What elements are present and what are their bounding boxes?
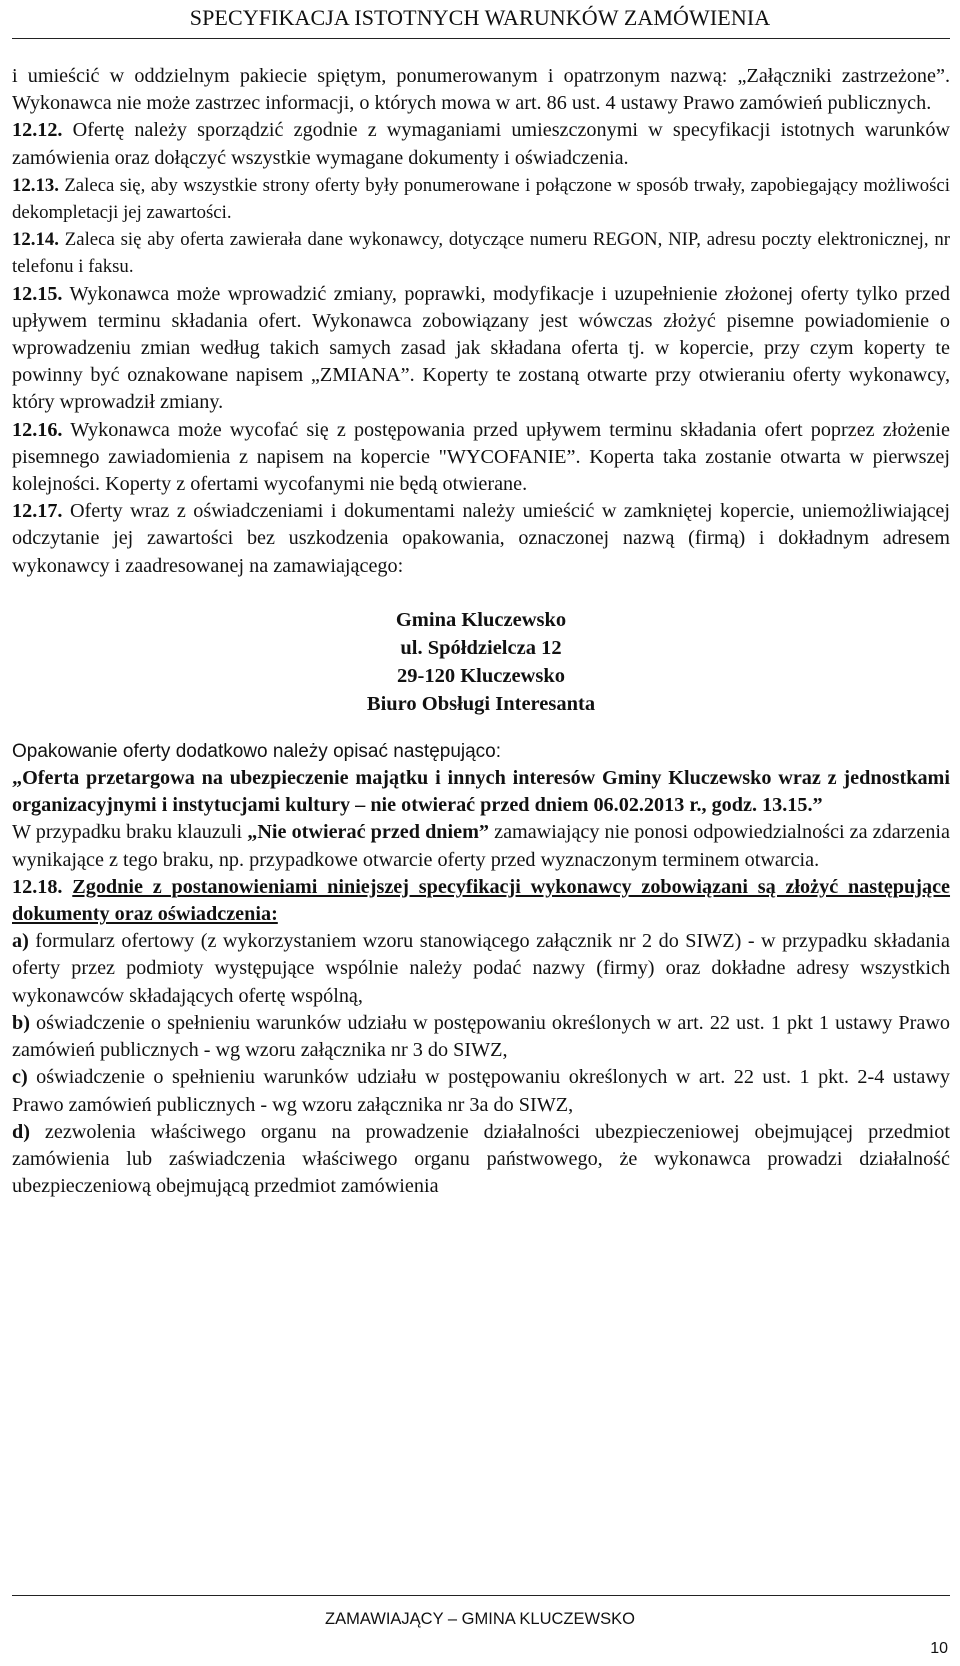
paragraph-text: Wykonawca może wprowadzić zmiany, poprawki, modyfikacje i uzupełnienie złożonej oferty tylko przed upływem terminu składania ofert. Wykonawca zobowiązany jest wówczas złożyć pisemne powiadomienie o wprowadzeniu zmian według takich samych zasad jak składana oferta tj. w kopercie, przy czym koperty te powinny być oznakowane napisem „ZMIANA”. Koperty te zostaną otwarte przy otwieraniu oferty wykonawcy, który wprowadził zmiany. [12,282,950,414]
list-item-text: oświadczenie o spełnieniu warunków udziału w postępowaniu określonych w art. 22 ust. 1 pkt 1 ustawy Prawo zamówień publicznych - wg wzoru załącznika nr 3 do SIWZ, [12,1011,950,1062]
address-line-office: Biuro Obsługi Interesanta [366,692,596,715]
paragraph-12-15 [12,281,950,417]
paragraph-12-14 [12,226,950,280]
paragraph-12-16 [12,417,950,499]
paragraph-text: Wykonawca może wycofać się z postępowania przed upływem terminu składania ofert poprzez złożenie pisemnego zawiadomienia z napisem na kopercie "WYCOFANIE”. Koperta taka zostanie otwarta w pierwszej kolejności. Koperty z ofertami wycofanymi nie będą otwierane. [12,418,950,496]
paragraph-text: Zaleca się aby oferta zawierała dane wykonawcy, dotyczące numeru REGON, NIP, adresu poczty elektronicznej, nr telefonu i faksu. [12,229,950,278]
footer-organization: ZAMAWIAJĄCY – GMINA KLUCZEWSKO [325,1610,635,1628]
paragraph-number: 12.14. [12,229,59,251]
list-item-text: oświadczenie o spełnieniu warunków udziału w postępowaniu określonych w art. 22 ust. 1 pkt. 2-4 ustawy Prawo zamówień publicznych - wg wzoru załącznika nr 3a do SIWZ, [12,1066,950,1116]
list-item-label: c) [12,1066,28,1089]
list-item-text: zezwolenia właściwego organu na prowadzenie działalności ubezpieczeniowej obejmującej przedmiot zamówienia lub zaświadczenia właściwego organu państwowego, że wykonawca prowadzi działalność ubezpieczeniową obejmującą przedmiot zamówienia [12,1120,950,1198]
paragraph-continuation: i umieścić w oddzielnym pakiecie spiętym, ponumerowanym i opatrzonym nazwą: „Załączniki zastrzeżone”. Wykonawca nie może zastrzec informacji, o których mowa w art. 86 ust. 4 ustawy Prawo zamówień publicznych. [12,65,950,115]
list-item [12,1010,950,1064]
paragraph-number: 12.13. [12,174,59,196]
address-line-name: Gmina Kluczewsko [395,608,567,631]
header-divider [12,38,950,39]
list-item-label: b) [12,1011,30,1034]
list-item [12,928,950,1010]
document-body [12,63,950,1200]
envelope-marking: „Oferta przetargowa na ubezpieczenie majątku i innych interesów Gminy Kluczewsko wraz z jednostkami organizacyjnymi i instytucjami kultury – nie otwierać przed dniem 06.02.2013 r., godz. 13.15.” [12,767,950,817]
list-item-label: a) [12,930,29,953]
paragraph-text: Zaleca się, aby wszystkie strony oferty były ponumerowane i połączone w sposób trwały, zapobiegający możliwości dekompletacji jej zawartości. [12,174,950,224]
list-item [12,1119,950,1201]
list-item [12,1064,950,1118]
marking-intro: Opakowanie oferty dodatkowo należy opisać następująco: [12,740,502,762]
page-header-title: SPECYFIKACJA ISTOTNYCH WARUNKÓW ZAMÓWIENIA [189,5,771,30]
address-line-street: ul. Spółdzielcza 12 [400,636,562,659]
list-item-label: d) [12,1120,30,1143]
section-heading: Zgodnie z postanowieniami niniejszej specyfikacji wykonawcy zobowiązani są złożyć następujące dokumenty oraz oświadczenia: [12,875,951,926]
list-item-text: formularz ofertowy (z wykorzystaniem wzoru stanowiącego załącznik nr 2 do SIWZ) - w przypadku składania oferty przez podmioty występujące wspólnie należy podać nazwy (firmy) oraz dokładne adresy wszystkich wykonawców składających ofertę wspólną, [12,930,950,1007]
paragraph-text: Oferty wraz z oświadczeniami i dokumentami należy umieścić w zamkniętej kopercie, uniemożliwiającej odczytanie jej zawartości bez uszkodzenia opakowania, oznaczonej nazwą (firmą) i dokładnym adresem wykonawcy i zaadresowanej na zamawiającego: [12,500,950,577]
paragraph-number: 12.15. [12,282,63,305]
missing-clause-text-start: W przypadku braku klauzuli [12,821,248,844]
paragraph-text: Ofertę należy sporządzić zgodnie z wymaganiami umieszczonymi w specyfikacji istotnych warunków zamówienia oraz dołączyć wszystkie wymagane dokumenty i oświadczenia. [12,119,950,169]
paragraph-number: 12.12. [12,119,63,142]
paragraph-number: 12.17. [12,500,63,523]
footer-divider [12,1595,950,1596]
paragraph-number: 12.18. [12,875,63,898]
missing-clause-paragraph [12,819,950,873]
address-line-city: 29-120 Kluczewsko [397,664,565,687]
recipient-address [12,606,950,718]
paragraph-12-18 [12,874,950,928]
paragraph-12-12 [12,117,950,171]
missing-clause-text-end: zamawiający nie ponosi odpowiedzialności za zdarzenia wynikające z tego braku, np. przypadkowe otwarcie oferty przed wyznaczonym terminem otwarcia. [12,821,951,871]
paragraph-12-17 [12,498,950,580]
missing-clause-bold: „Nie otwierać przed dniem” [247,821,490,844]
paragraph-number: 12.16. [12,418,63,441]
paragraph-12-13 [12,172,950,226]
page-number: 10 [930,1640,948,1657]
